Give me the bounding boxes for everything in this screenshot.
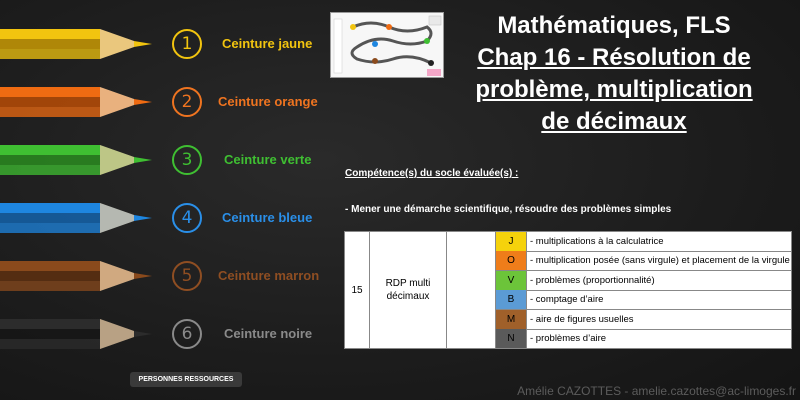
table-name-line-1: RDP multi xyxy=(385,278,431,289)
belt-label: Ceinture verte xyxy=(224,152,312,167)
belt-number-4: 4 xyxy=(172,203,202,233)
table-blank-cell xyxy=(447,232,496,348)
level-code-cell: O xyxy=(496,251,527,270)
level-code-cell: M xyxy=(496,310,527,329)
level-code-cell: N xyxy=(496,329,527,348)
pencil-icon xyxy=(0,319,160,349)
belt-number-6: 6 xyxy=(172,319,202,349)
level-description: - problèmes d’aire xyxy=(530,333,607,344)
level-code-cell: J xyxy=(496,232,527,251)
belt-label: Ceinture orange xyxy=(218,94,318,109)
skills-table xyxy=(344,231,792,349)
level-code-cell: B xyxy=(496,290,527,309)
belt-label: Ceinture marron xyxy=(218,268,320,283)
pencil-icon xyxy=(0,261,160,291)
title-line-1: Mathématiques, FLS xyxy=(497,12,731,39)
title-line-4: de décimaux xyxy=(541,108,687,135)
level-code-cell: V xyxy=(496,271,527,290)
competence-heading: Compétence(s) du socle évaluée(s) : xyxy=(345,168,519,179)
belt-label: Ceinture jaune xyxy=(222,36,313,51)
belt-label: Ceinture noire xyxy=(224,326,313,341)
table-row xyxy=(496,290,791,310)
competence-item: - Mener une démarche scientifique, résoudre des problèmes simples xyxy=(345,204,672,215)
table-row xyxy=(496,251,791,271)
level-description: - multiplication posée (sans virgule) et placement de la virgule xyxy=(530,255,790,267)
table-row xyxy=(496,271,791,291)
pencil-icon xyxy=(0,145,160,175)
author-footer: Amélie CAZOTTES - amelie.cazottes@ac-limoges.fr xyxy=(517,384,796,398)
belt-number-2: 2 xyxy=(172,87,202,117)
table-row xyxy=(496,232,791,252)
title-line-3: problème, multiplication xyxy=(475,76,753,103)
thumbnail-graphic xyxy=(331,13,444,78)
pencil-icon xyxy=(0,203,160,233)
level-description: - problèmes (proportionnalité) xyxy=(530,274,655,286)
resource-people-button[interactable]: PERSONNES RESSOURCES xyxy=(130,372,242,387)
title-line-2: Chap 16 - Résolution de xyxy=(477,44,751,71)
table-number-cell: 15 xyxy=(345,232,370,348)
table-row xyxy=(496,310,791,330)
table-name-cell xyxy=(370,232,447,348)
page-title xyxy=(450,10,778,138)
level-description: - aire de figures usuelles xyxy=(530,313,634,325)
table-name-line-2: décimaux xyxy=(386,291,430,302)
belt-number-1: 1 xyxy=(172,29,202,59)
level-description: - comptage d’aire xyxy=(530,294,604,306)
belt-number-3: 3 xyxy=(172,145,202,175)
table-row xyxy=(496,329,791,348)
lesson-sheet-thumbnail[interactable] xyxy=(330,12,444,78)
belt-number-5: 5 xyxy=(172,261,202,291)
belt-label: Ceinture bleue xyxy=(222,210,313,225)
pencil-icon xyxy=(0,29,160,59)
pencil-icon xyxy=(0,87,160,117)
level-description: - multiplications à la calculatrice xyxy=(530,236,664,247)
